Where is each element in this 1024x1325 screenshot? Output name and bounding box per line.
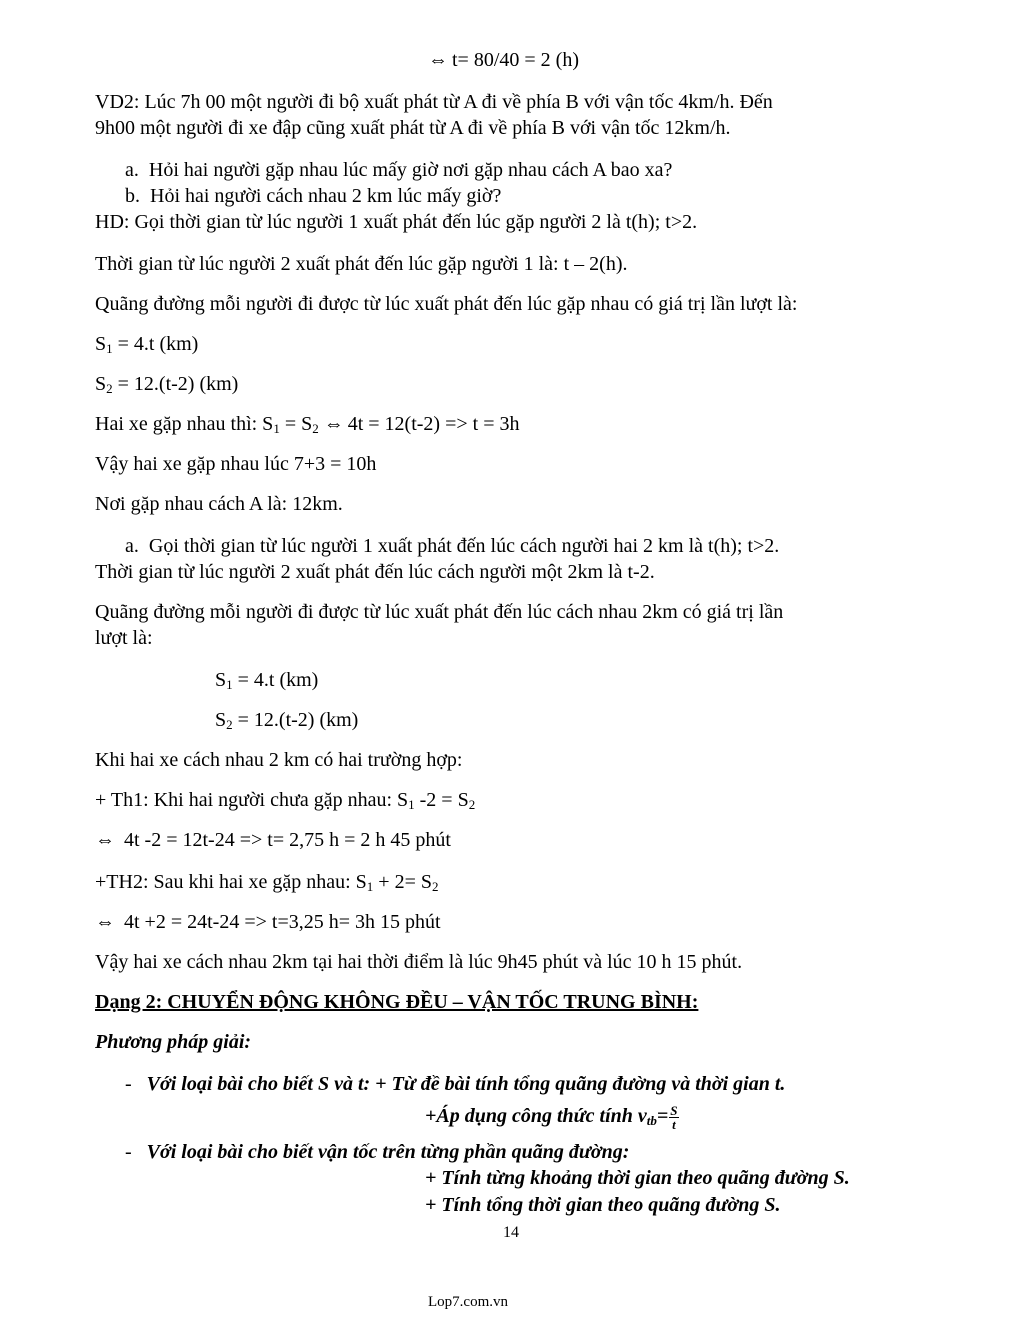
s2-formula-2: $S_2 = 12.(t-2)$ (km) [215, 709, 359, 732]
case-1-line: + Th1: Khi hai người chưa gặp nhau: $S_1$ $-2 = S_2$ [95, 789, 476, 812]
method-item-2-step-1: + Tính từng khoảng thời gian theo quãng đường S. [425, 1167, 850, 1189]
meeting-place-line: Nơi gặp nhau cách A là: 12km. [95, 493, 343, 515]
two-cases-line: Khi hai xe cách nhau 2 km có hai trường hợp: [95, 749, 463, 771]
page-number: 14 [503, 1224, 519, 1241]
section-heading: Dạng 2: CHUYỂN ĐỘNG KHÔNG ĐỀU – VẬN TỐC TRUNG BÌNH: [95, 991, 699, 1013]
part-a-time-line: Thời gian từ lúc người 2 xuất phát đến lúc cách người một 2km là t-2. [95, 561, 655, 583]
equivalence-arrow-icon: ⇔ [428, 49, 448, 71]
footer-site: Lop7.com.vn [428, 1294, 508, 1310]
hint-line: HD: Gọi thời gian từ lúc người 1 xuất phát đến lúc gặp người 2 là t(h); t>2. [95, 211, 698, 233]
fraction-s-over-t: $\frac{S}{t}$ [670, 1103, 678, 1132]
time-person-2-line: Thời gian từ lúc người 2 xuất phát đến lúc gặp người 1 là: t – 2(h). [95, 253, 628, 275]
distance-intro-line-2a: Quãng đường mỗi người đi được từ lúc xuất phát đến lúc cách nhau 2km có giá trị lần [95, 601, 784, 623]
meeting-equation: Hai xe gặp nhau thì: $S_1 = S_2$ ⇔ 4t = 12(t-2) => t = 3h [95, 413, 520, 436]
meeting-time-line: Vậy hai xe gặp nhau lúc 7+3 = 10h [95, 453, 377, 475]
equivalence-arrow-icon: ⇔ [95, 911, 115, 933]
question-b: b. Hỏi hai người cách nhau 2 km lúc mấy giờ? [125, 185, 502, 207]
conclusion-line: Vậy hai xe cách nhau 2km tại hai thời điểm là lúc 9h45 phút và lúc 10 h 15 phút. [95, 951, 743, 973]
average-speed-formula: +Áp dụng công thức tính $v_{tb}=$ $\frac{S}{t}$ [425, 1103, 678, 1132]
example-2-text-line-1: VD2: Lúc 7h 00 một người đi bộ xuất phát từ A đi về phía B với vận tốc 4km/h. Đến [95, 91, 773, 113]
s2-formula: $S_2 = 12.(t-2)$ (km) [95, 373, 239, 396]
question-a: a. Hỏi hai người gặp nhau lúc mấy giờ nơi gặp nhau cách A bao xa? [125, 159, 673, 181]
equation-line-t: ⇔ t= 80/40 = 2 (h) [428, 49, 579, 71]
method-item-2-step-2: + Tính tổng thời gian theo quãng đường S. [425, 1194, 781, 1216]
case-2-solution: ⇔ 4t +2 = 24t-24 => t=3,25 h= 3h 15 phút [95, 911, 441, 933]
distance-intro-line: Quãng đường mỗi người đi được từ lúc xuất phát đến lúc gặp nhau có giá trị lần lượt là: [95, 293, 798, 315]
method-item-2: - Với loại bài cho biết vận tốc trên từng phần quãng đường: [125, 1141, 630, 1163]
case-2-line: +TH2: Sau khi hai xe gặp nhau: $S_1 + 2= S_2$ [95, 871, 439, 894]
example-2-text-line-2: 9h00 một người đi xe đập cũng xuất phát từ A đi về phía B với vận tốc 12km/h. [95, 117, 731, 139]
method-item-1: - Với loại bài cho biết S và t: + Từ đề bài tính tổng quãng đường và thời gian t. [125, 1073, 786, 1095]
case-1-solution: ⇔ 4t -2 = 12t-24 => t= 2,75 h = 2 h 45 phút [95, 829, 451, 851]
equivalence-arrow-icon: ⇔ [95, 829, 115, 851]
part-a-hint: a. Gọi thời gian từ lúc người 1 xuất phát đến lúc cách người hai 2 km là t(h); t>2. [125, 535, 780, 557]
s1-formula: $S_1 = 4.t$ (km) [95, 333, 199, 356]
distance-intro-line-2b: lượt là: [95, 627, 153, 649]
method-heading: Phương pháp giải: [95, 1031, 252, 1053]
s1-formula-2: $S_1 = 4.t$ (km) [215, 669, 319, 692]
equivalence-arrow-icon: ⇔ [323, 413, 344, 435]
